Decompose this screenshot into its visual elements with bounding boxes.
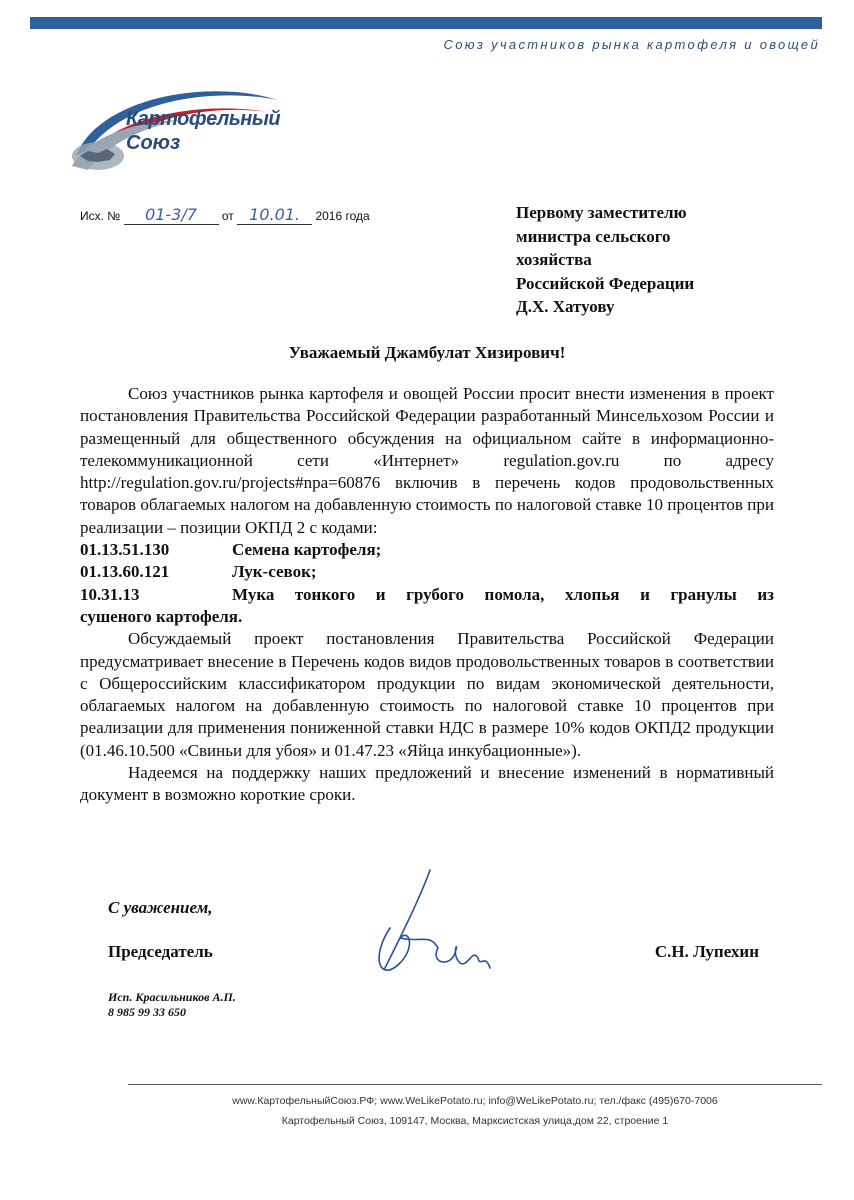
- logo-text-line2: Союз: [126, 132, 181, 154]
- logo-text-line1: Картофельный: [126, 108, 281, 130]
- code-item: [80, 539, 774, 561]
- signer-position: Председатель: [108, 942, 213, 961]
- outgoing-reference: [80, 205, 370, 225]
- code-number: 01.13.51.130: [80, 540, 170, 560]
- outgoing-year: 2016 года: [315, 209, 370, 223]
- code-description: Лук-севок;: [232, 562, 317, 582]
- paragraph-project: Обсуждаемый проект постановления Правительства Российской Федерации предусматривает внесение в Перечень кодов видов продовольственных товаров в соответствии с Общероссийским классификатором продукции по видам экономической деятельности, облагаемых налогом на добавленную стоимость по налоговой ставке 10 процентов при реализации для применения пониженной ставки НДС в размере 10% кодов ОКПД2 продукции (01.46.10.500 «Свиньи для убоя» и 01.47.23 «Яйца инкубационные»).: [80, 629, 774, 760]
- paragraph-request: Союз участников рынка картофеля и овощей России просит внести изменения в проект постановления Правительства Российской Федерации разработанный Минсельхозом России и размещенный для общественного обсуждения на официальном сайте в информационно-телекоммуникационной сети «Интернет» regulation.gov.ru по адресу http://regulation.gov.ru/projects#npa=60876 включив в перечень кодов продовольственных товаров облагаемых налогом на добавленную стоимость по налоговой ставке 10 процентов при реализации – позиции ОКПД 2 с кодами:: [80, 384, 774, 537]
- code-description: Мука тонкого и грубого помола, хлопья и гранулы из: [232, 584, 774, 604]
- code-item: [80, 584, 774, 606]
- recipient-line: Российской Федерации: [516, 273, 695, 293]
- footer-divider: [128, 1084, 822, 1085]
- code-number: 01.13.60.121: [80, 562, 170, 582]
- outgoing-date-label: от: [221, 209, 234, 223]
- code-description-continuation: сушеного картофеля.: [80, 606, 243, 626]
- code-description: Семена картофеля;: [232, 540, 382, 560]
- letter-body: [80, 362, 774, 807]
- recipient-block: [516, 201, 694, 319]
- code-item: [80, 561, 774, 583]
- header-tagline: Союз участников рынка картофеля и овощей: [443, 37, 820, 52]
- signer-name: С.Н. Лупехин: [654, 942, 759, 961]
- closing-phrase: С уважением,: [108, 898, 213, 917]
- company-logo: [68, 78, 283, 188]
- paragraph-hope: Надеемся на поддержку наших предложений и внесение изменений в нормативный документ в возможно короткие сроки.: [80, 763, 774, 805]
- outgoing-date-value: 10.01.: [237, 205, 312, 225]
- footer-address: Картофельный Союз, 109147, Москва, Марксистская улица,дом 22, строение 1: [281, 1115, 669, 1127]
- executor-phone: 8 985 99 33 650: [108, 1005, 186, 1019]
- greeting: Уважаемый Джамбулат Хизирович!: [288, 343, 566, 362]
- outgoing-number-value: 01-3/7: [124, 205, 219, 225]
- recipient-line: Первому заместителю: [516, 203, 687, 222]
- recipient-line: Д.Х. Хатуову: [516, 297, 615, 317]
- executor-name: Исп. Красильников А.П.: [108, 990, 236, 1004]
- recipient-line: хозяйства: [516, 250, 592, 270]
- footer-contacts: www.КартофельныйСоюз.РФ; www.WeLikePotato.ru; info@WeLikePotato.ru; тел./факс (495)670-7006: [232, 1095, 718, 1107]
- executor-block: [108, 990, 236, 1020]
- header-bar: [30, 17, 822, 29]
- handwritten-signature: [360, 868, 500, 988]
- outgoing-number-label: Исх. №: [80, 209, 121, 223]
- code-number: 10.31.13: [80, 584, 140, 604]
- recipient-line: министра сельского: [516, 226, 671, 246]
